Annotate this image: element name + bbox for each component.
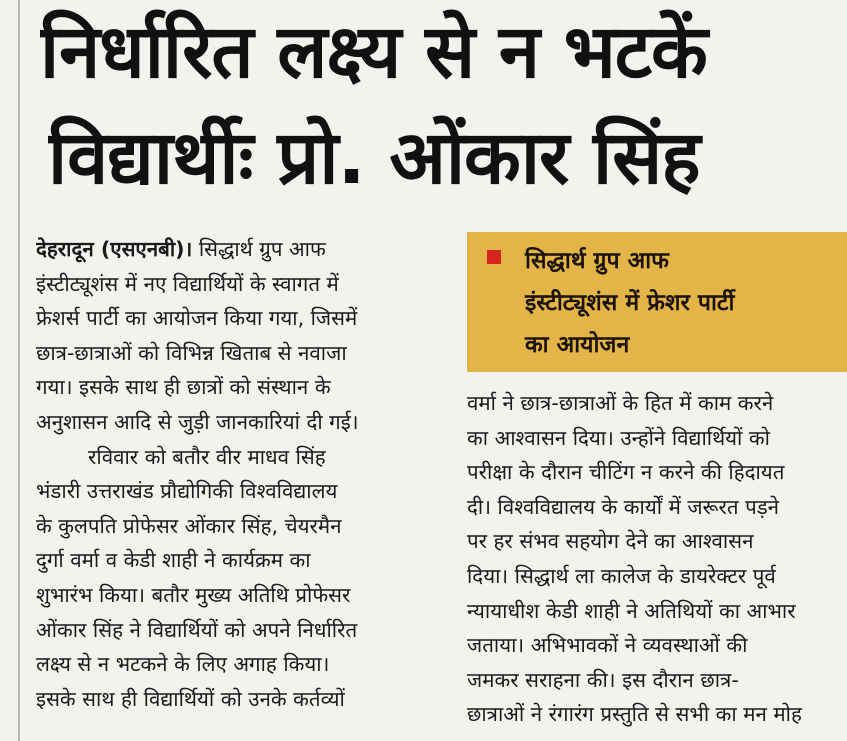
article-line: छात्र-छात्राओं को विभिन्न खिताब से नवाजा: [36, 340, 347, 365]
dateline: देहरादून (एसएनबी)।: [36, 237, 193, 261]
column-rule: [18, 0, 20, 741]
highlight-line: सिद्धार्थ ग्रुप आफ: [525, 248, 669, 274]
article-line: भंडारी उत्तराखंड प्रौद्योगिकी विश्वविद्यालय: [36, 479, 338, 504]
highlight-line: का आयोजन: [525, 332, 630, 358]
article-line: अनुशासन आदि से जुड़ी जानकारियां दी गई।: [36, 409, 359, 434]
highlight-box: [467, 232, 847, 372]
headline-line-2: विद्यार्थीः प्रो. ओंकार सिंह: [48, 115, 700, 201]
article-line: दी। विश्वविद्यालय के कार्यों में जरूरत पड़ने: [467, 494, 780, 519]
article-line: देहरादून (एसएनबी)। सिद्धार्थ ग्रुप आफ: [36, 237, 326, 261]
article-line: पर हर संभव सहयोग देने का आश्वासन: [467, 529, 754, 554]
article-line: फ्रेशर्स पार्टी का आयोजन किया गया, जिसमें: [36, 306, 358, 331]
article-line: गया। इसके साथ ही छात्रों को संस्थान के: [36, 375, 331, 400]
article-line: इंस्टीट्यूशंस में नए विद्यार्थियों के स्वागत में: [36, 271, 339, 296]
article-line: छात्राओं ने रंगारंग प्रस्तुति से सभी का मन मोह: [467, 702, 802, 727]
article-line: वर्मा ने छात्र-छात्राओं के हित में काम करने: [467, 391, 774, 415]
article-line: के कुलपति प्रोफेसर ओंकार सिंह, चेयरमैन: [36, 513, 342, 538]
article-line: इसके साथ ही विद्यार्थियों को उनके कर्तव्यों: [36, 686, 345, 711]
article-line: दुर्गा वर्मा व केडी शाही ने कार्यक्रम का: [36, 548, 311, 573]
article-line: का आश्वासन दिया। उन्होंने विद्यार्थियों को: [467, 425, 770, 450]
headline-line-1: निर्धारित लक्ष्य से न भटकें: [40, 9, 707, 95]
article-line: न्यायाधीश केडी शाही ने अतिथियों का आभार: [467, 598, 796, 623]
article-line: शुभारंभ किया। बतौर मुख्य अतिथि प्रोफेसर: [36, 582, 351, 607]
article-line: परीक्षा के दौरान चीटिंग न करने की हिदायत: [467, 460, 785, 485]
article-line: ओंकार सिंह ने विद्यार्थियों को अपने निर्धारित: [36, 617, 358, 642]
highlight-text: [525, 240, 847, 366]
bullet-square-icon: [487, 250, 501, 264]
highlight-line: इंस्टीट्यूशंस में फ्रेशर पार्टी: [525, 290, 735, 316]
article-right-column: [467, 386, 847, 741]
article-line: दिया। सिद्धार्थ ला कालेज के डायरेक्टर पूर्व: [467, 563, 776, 588]
article-line: जमकर सराहना की। इस दौरान छात्र-: [467, 667, 739, 692]
article-line: जताया। अभिभावकों ने व्यवस्थाओं की: [467, 633, 748, 658]
article-line: लक्ष्य से न भटकने के लिए अगाह किया।: [36, 652, 330, 677]
article-line: रविवार को बतौर वीर माधव सिंह: [88, 444, 326, 469]
article-left-column: [36, 232, 434, 741]
